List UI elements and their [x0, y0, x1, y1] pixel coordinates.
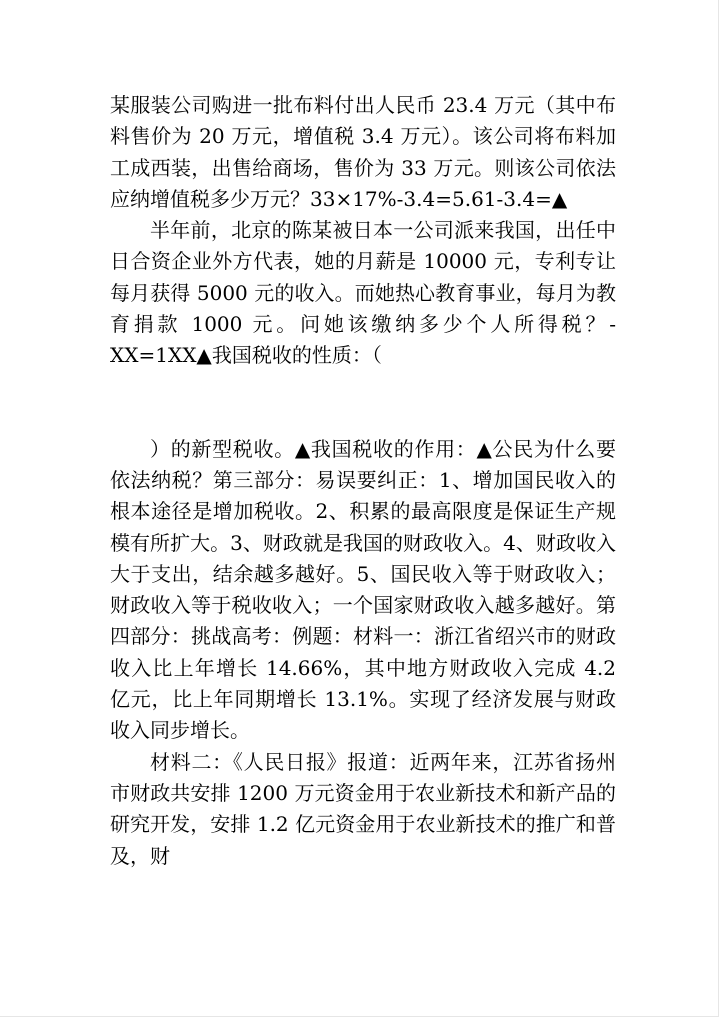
- document-body: [110, 90, 616, 872]
- paragraph-tax-nature-and-corrections: ）的新型税收。▲我国税收的作用：▲公民为什么要依法纳税？第三部分：易误要纠正：1、增加国民收入的根本途径是增加税收。2、积累的最高限度是保证生产规模有所扩大。3、财政就是我国的财政收入。4、财政收入大于支出，结余越多越好。5、国民收入等于财政收入；财政收入等于税收收入；一个国家财政收入越多越好。第四部分：挑战高考：例题：材料一：浙江省绍兴市的财政收入比上年增长 14.66%，其中地方财政收入完成 4.2 亿元，比上年同期增长 13.1%。实现了经济发展与财政收入同步增长。: [110, 436, 616, 743]
- paragraph-vat-question: 某服装公司购进一批布料付出人民币 23.4 万元（其中布料售价为 20 万元，增值税 3.4 万元）。该公司将布料加工成西装，出售给商场，售价为 33 万元。则该公司依法应纳增值税多少万元？33×17%-3.4=5.61-3.4=▲: [110, 93, 616, 211]
- paragraph-income-tax-question: 半年前，北京的陈某被日本一公司派来我国，出任中日合资企业外方代表，她的月薪是 10000 元，专利专让每月获得 5000 元的收入。而她热心教育事业，每月为教育捐款 1000 元。问她该缴纳多少个人所得税？-XX=1XX▲我国税收的性质：（: [110, 218, 616, 368]
- blank-gap: [110, 372, 616, 434]
- paragraph-material-two: 材料二：《人民日报》报道：近两年来，江苏省扬州市财政共安排 1200 万元资金用于农业新技术和新产品的研究开发，安排 1.2 亿元资金用于农业新技术的推广和普及，财: [110, 749, 616, 868]
